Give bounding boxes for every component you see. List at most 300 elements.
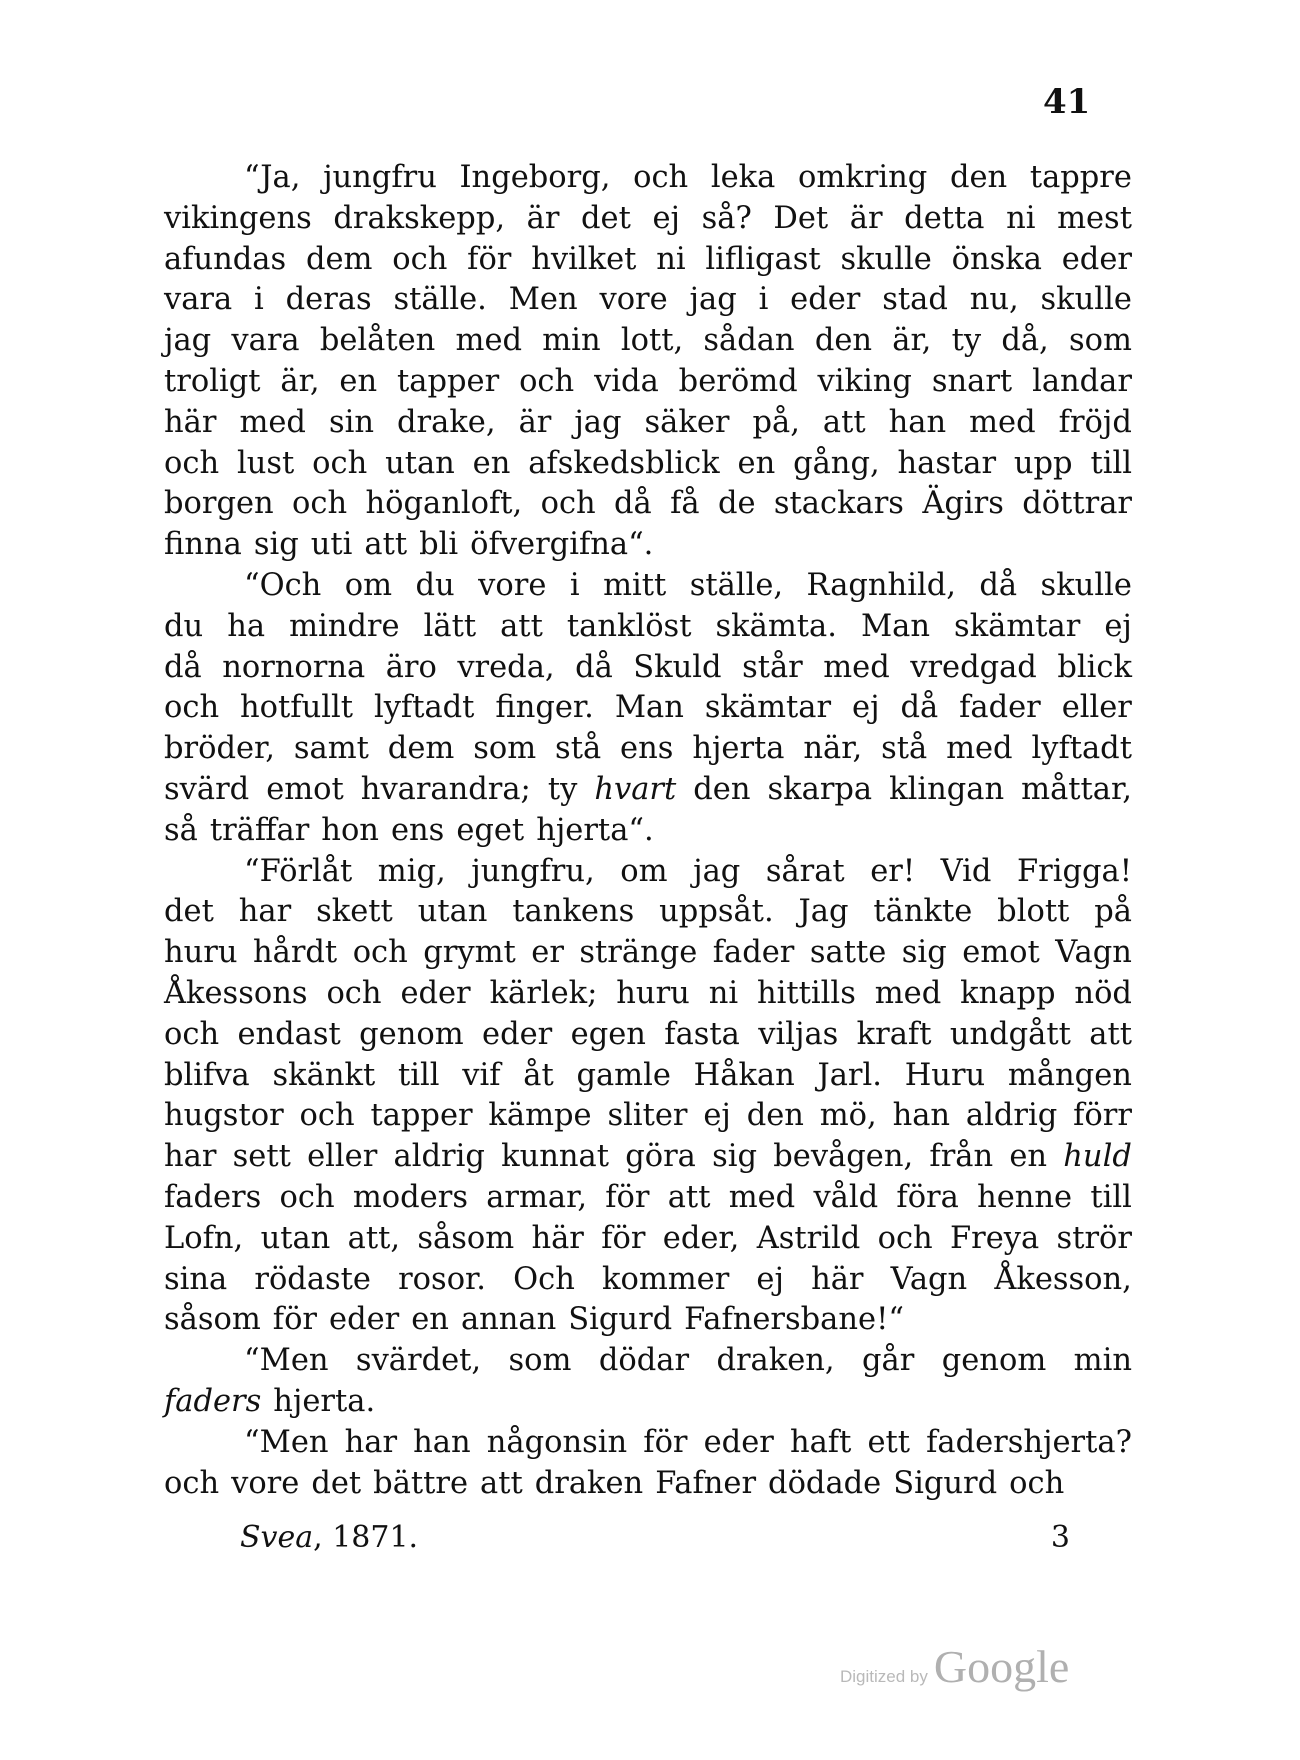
word: som (508, 1343, 572, 1379)
word: då (575, 649, 613, 685)
word: sliter (607, 1098, 688, 1134)
word: bättre (373, 1465, 469, 1501)
word: lifligast (705, 241, 821, 277)
word: undgått (949, 1016, 1071, 1052)
text-line (164, 1015, 1132, 1056)
word: ställe, (689, 567, 784, 603)
word: Man (860, 608, 930, 644)
word: tapper (397, 363, 500, 399)
word: Jarl. (817, 1057, 882, 1093)
word: nornorna (222, 649, 366, 685)
text-line (164, 403, 1132, 444)
word: hårdt (253, 935, 338, 971)
word: med (239, 404, 306, 440)
word: ha (227, 608, 266, 644)
word: annan (460, 1302, 557, 1338)
word: jungfru, (471, 853, 595, 889)
word: fasta (664, 1016, 740, 1052)
word: och (392, 241, 448, 277)
word: skulle (840, 241, 932, 277)
text-line (164, 280, 1132, 321)
word: för (272, 1302, 318, 1338)
word: är (518, 404, 552, 440)
word: och (1009, 1465, 1065, 1501)
word: mig, (377, 853, 446, 889)
signature-mark (240, 1520, 418, 1555)
word: hittills (757, 975, 856, 1011)
word: skämta. (715, 608, 837, 644)
word: utan (260, 1220, 331, 1256)
word: aldrig (965, 1098, 1058, 1134)
word: ty (951, 323, 982, 359)
word: bevågen, (773, 1139, 914, 1175)
word: står (742, 649, 803, 685)
word: draken, (716, 1343, 835, 1379)
word: vida (594, 363, 659, 399)
word: huru (616, 975, 690, 1011)
word: den (693, 771, 751, 807)
text-line (164, 566, 1132, 607)
word: viljas (758, 1016, 839, 1052)
word: är, (892, 323, 932, 359)
word: eder (703, 1424, 774, 1460)
word: det (581, 200, 631, 236)
word: uti (310, 527, 353, 563)
word: eder (790, 282, 861, 318)
sheet-number: 3 (1050, 1520, 1070, 1555)
word: och (633, 160, 689, 195)
word: är (526, 200, 560, 236)
word: i (569, 567, 580, 603)
word: fadershjerta? (926, 1424, 1132, 1460)
word: ett (867, 1424, 911, 1460)
word: gång, (793, 445, 880, 481)
word: lyftadt (373, 690, 475, 726)
word: går (862, 1343, 915, 1379)
word: Ägirs (922, 486, 1004, 522)
word: troligt (164, 363, 261, 399)
word: mö, (819, 1098, 877, 1134)
word: döttrar (1022, 486, 1132, 522)
word: då (164, 649, 202, 685)
word: jag (689, 282, 737, 318)
word: han (892, 1098, 951, 1134)
word: och (164, 1016, 220, 1052)
word: eder (329, 1302, 400, 1338)
word: dem (387, 731, 455, 767)
paragraph (164, 1423, 1132, 1505)
word: vara (164, 282, 233, 318)
word: när, (803, 731, 863, 767)
word: min (542, 323, 601, 359)
word: hastar (897, 445, 997, 481)
word: sig (712, 1139, 758, 1175)
word: fröjd (1058, 404, 1132, 440)
text-line (164, 607, 1132, 648)
word: hvart (594, 771, 677, 807)
text-line (164, 321, 1132, 362)
word: är, (280, 363, 320, 399)
word: Skuld (633, 649, 722, 685)
word: den (949, 160, 1008, 195)
word: genom (359, 1016, 464, 1052)
word: huld (1063, 1139, 1132, 1175)
word: Vid (940, 853, 992, 889)
word: Astrild (756, 1220, 861, 1256)
text-line (164, 1300, 1132, 1341)
word: kunnat (501, 1139, 609, 1175)
word: ens (620, 731, 674, 767)
word: finna (164, 527, 242, 563)
word: att (1089, 1016, 1132, 1052)
text-line (164, 240, 1132, 281)
word: er! (870, 853, 916, 889)
word: dödade (768, 1465, 882, 1501)
word: hugstor (164, 1098, 284, 1134)
word: stå (881, 731, 928, 767)
text-line (164, 1423, 1132, 1464)
word: öfvergifna“. (470, 527, 654, 563)
word: eller (307, 1139, 378, 1175)
word: sig (901, 935, 947, 971)
word: från (929, 1139, 994, 1175)
word: stränge (579, 935, 698, 971)
word: svärd (164, 771, 250, 807)
word: såsom (164, 1302, 261, 1338)
word: det (311, 1465, 362, 1501)
paragraph (164, 566, 1132, 852)
word: aldrig (393, 1139, 485, 1175)
word: jag (164, 323, 212, 359)
word: Jag (798, 894, 849, 930)
word: som (473, 731, 537, 767)
word: detta (904, 200, 985, 236)
word: dödar (598, 1343, 690, 1379)
word: drake, (397, 404, 496, 440)
word: de (717, 486, 756, 522)
word: er (531, 935, 564, 971)
word: i (758, 282, 769, 318)
text-line (164, 362, 1132, 403)
word: hvilket (531, 241, 637, 277)
word: sin (328, 404, 375, 440)
text-line (164, 852, 1132, 893)
word: ni (656, 241, 686, 277)
word: vore (231, 1465, 300, 1501)
word: med (455, 323, 523, 359)
word: gamle (576, 1057, 671, 1093)
word: eder, (662, 1220, 740, 1256)
word: knapp (960, 975, 1056, 1011)
word: och (299, 1098, 355, 1134)
word: jag (574, 404, 622, 440)
word: en (1009, 1139, 1048, 1175)
word: med (823, 649, 890, 685)
watermark-prefix: Digitized by (840, 1667, 928, 1686)
word: kraft (856, 1016, 932, 1052)
word: hjerta (692, 731, 785, 767)
word: vif (462, 1057, 501, 1093)
text-line (164, 729, 1132, 770)
word: vara (231, 323, 300, 359)
digitized-watermark (840, 1640, 1069, 1693)
word: och (292, 486, 348, 522)
paragraph (164, 158, 1132, 566)
word: att (364, 527, 408, 563)
word: att (480, 1465, 523, 1501)
word: för (605, 1179, 650, 1215)
word: tappre (1029, 160, 1132, 195)
word: då (979, 567, 1018, 603)
word: hvarandra; (360, 771, 531, 807)
word: eget (456, 812, 525, 848)
word: Det (773, 200, 829, 236)
word: har (164, 1139, 217, 1175)
word: eller (1061, 690, 1132, 726)
word: göra (625, 1139, 696, 1175)
word: ni (1006, 200, 1036, 236)
word: fader (959, 690, 1041, 726)
signature-year: , 1871. (313, 1520, 419, 1555)
word: för (643, 1424, 688, 1460)
word: på, (752, 404, 800, 440)
word: stad (882, 282, 948, 318)
word: och (164, 1465, 220, 1501)
paragraph (164, 1341, 1132, 1423)
text-line (164, 648, 1132, 689)
word: önska (951, 241, 1042, 277)
text-line (164, 1382, 1132, 1423)
word: nu, (969, 282, 1019, 318)
word: lyftadt (1031, 731, 1132, 767)
signature-title: Svea (240, 1520, 314, 1555)
word: här (531, 1220, 584, 1256)
word: sig (253, 527, 299, 563)
word: han (413, 1424, 471, 1460)
word: Vagn (1055, 935, 1132, 971)
word: du (164, 608, 204, 644)
word: skämtar (954, 608, 1081, 644)
word: sårat (765, 853, 845, 889)
word: mindre (289, 608, 400, 644)
word: en (411, 1302, 449, 1338)
word: till (1090, 1179, 1132, 1215)
word: deras (285, 282, 372, 318)
word: rosor. (398, 1261, 486, 1297)
word: då, (1001, 323, 1049, 359)
word: träffar (209, 812, 310, 848)
word: bli (419, 527, 459, 563)
word: till (397, 1057, 440, 1093)
word: “Förlåt (244, 853, 353, 889)
word: Sigurd (893, 1465, 998, 1501)
word: ni (708, 975, 739, 1011)
text-line (164, 1056, 1132, 1097)
word: Håkan (693, 1057, 795, 1093)
word: kämpe (488, 1098, 592, 1134)
word: med (874, 975, 942, 1011)
google-logo: Google (933, 1641, 1070, 1692)
word: så (164, 812, 198, 848)
word: min (1073, 1343, 1132, 1379)
word: sina (164, 1261, 228, 1297)
word: Åkessons (164, 975, 308, 1011)
word: “Ja, (244, 160, 301, 195)
text-line (164, 1464, 1132, 1505)
word: mången (1007, 1057, 1132, 1093)
word: jungfru (323, 160, 437, 195)
word: lust (236, 445, 295, 481)
text-line (164, 688, 1132, 729)
word: om (344, 567, 393, 603)
word: för (601, 1220, 646, 1256)
word: Men (508, 282, 578, 318)
word: ej (1104, 608, 1132, 644)
word: åt (523, 1057, 554, 1093)
word: belåten (319, 323, 436, 359)
text-line (164, 974, 1132, 1015)
word: leka (710, 160, 776, 195)
word: emot (266, 771, 344, 807)
word: och (326, 975, 382, 1011)
word: “Men (244, 1424, 329, 1460)
word: jag (693, 853, 741, 889)
word: skarpa (767, 771, 873, 807)
word: vore (478, 567, 547, 603)
word: tapper (370, 1098, 473, 1134)
word: föra (896, 1179, 959, 1215)
word: Man (614, 690, 684, 726)
word: han (888, 404, 947, 440)
word: Frigga! (1017, 853, 1132, 889)
word: dem (305, 241, 373, 277)
word: snart (931, 363, 1013, 399)
word: armar, (486, 1179, 588, 1215)
word: moders (352, 1179, 468, 1215)
word: Ingeborg, (459, 160, 611, 195)
word: utan (385, 445, 455, 481)
text-line (164, 933, 1132, 974)
word: Vagn (890, 1261, 968, 1297)
word: henne (977, 1179, 1073, 1215)
text-line (164, 1096, 1132, 1137)
text-line (164, 770, 1132, 811)
word: stå (555, 731, 602, 767)
word: upp (1013, 445, 1073, 481)
word: ej (756, 1261, 784, 1297)
paragraph (164, 852, 1132, 1342)
word: vikingens (164, 200, 312, 236)
word: svärdet, (355, 1343, 482, 1379)
word: det (164, 894, 214, 930)
word: hotfullt (240, 690, 353, 726)
word: för (467, 241, 512, 277)
text-line (164, 1219, 1132, 1260)
word: fader (712, 935, 795, 971)
word: med (969, 404, 1036, 440)
word: ty (547, 771, 578, 807)
word: ställe. (393, 282, 487, 318)
word: i (254, 282, 264, 318)
word: blott (997, 894, 1070, 930)
word: drakskepp, (333, 200, 506, 236)
text-line (164, 1341, 1132, 1382)
word: bröder, (164, 731, 275, 767)
word: “Men (244, 1343, 329, 1379)
word: lätt (423, 608, 477, 644)
word: och (279, 1179, 335, 1215)
word: ej (652, 200, 680, 236)
word: skänkt (272, 1057, 376, 1093)
word: och (540, 486, 596, 522)
word: uppsåt. (659, 894, 774, 930)
word: Fafner (655, 1465, 757, 1501)
word: till (1090, 445, 1132, 481)
word: nöd (1074, 975, 1132, 1011)
word: så? (701, 200, 752, 236)
page-number: 41 (1043, 82, 1091, 122)
word: att (500, 608, 543, 644)
word: draken (534, 1465, 644, 1501)
word: Fafnersbane!“ (684, 1302, 904, 1338)
word: en (737, 445, 776, 481)
text-line (164, 892, 1132, 933)
word: lott, (620, 323, 684, 359)
word: skulle (1040, 567, 1132, 603)
word: viking (817, 363, 912, 399)
word: tänkte (873, 894, 973, 930)
body-text (164, 158, 1132, 1504)
word: och (519, 363, 575, 399)
word: Och (513, 1261, 575, 1297)
word: utan (417, 894, 488, 930)
text-line (164, 525, 1132, 566)
text-line (164, 1137, 1132, 1178)
word: med (946, 731, 1013, 767)
word: att, (347, 1220, 401, 1256)
word: ej (703, 1098, 731, 1134)
word: måttar, (1021, 771, 1132, 807)
word: är (849, 200, 883, 236)
word: samt (293, 731, 369, 767)
word: den (746, 1098, 804, 1134)
word: på (1094, 894, 1132, 930)
text-line (164, 444, 1132, 485)
word: hon (321, 812, 379, 848)
word: om (620, 853, 668, 889)
word: skett (316, 894, 393, 930)
word: kärlek; (489, 975, 598, 1011)
word: säker (644, 404, 730, 440)
word: Huru (904, 1057, 986, 1093)
word: “Och (244, 567, 322, 603)
word: har (344, 1424, 398, 1460)
word: och (877, 1220, 933, 1256)
word: finger. (495, 690, 594, 726)
word: endast (237, 1016, 341, 1052)
text-line (164, 811, 1132, 852)
word: eder (1061, 241, 1132, 277)
word: klingan (889, 771, 1005, 807)
word: eder (400, 975, 471, 1011)
word: blifva (164, 1057, 250, 1093)
word: den (814, 323, 873, 359)
text-line (164, 1178, 1132, 1219)
word: mest (1057, 200, 1132, 236)
word: då (900, 690, 939, 726)
word: afundas (164, 241, 287, 277)
word: Freya (950, 1220, 1040, 1256)
